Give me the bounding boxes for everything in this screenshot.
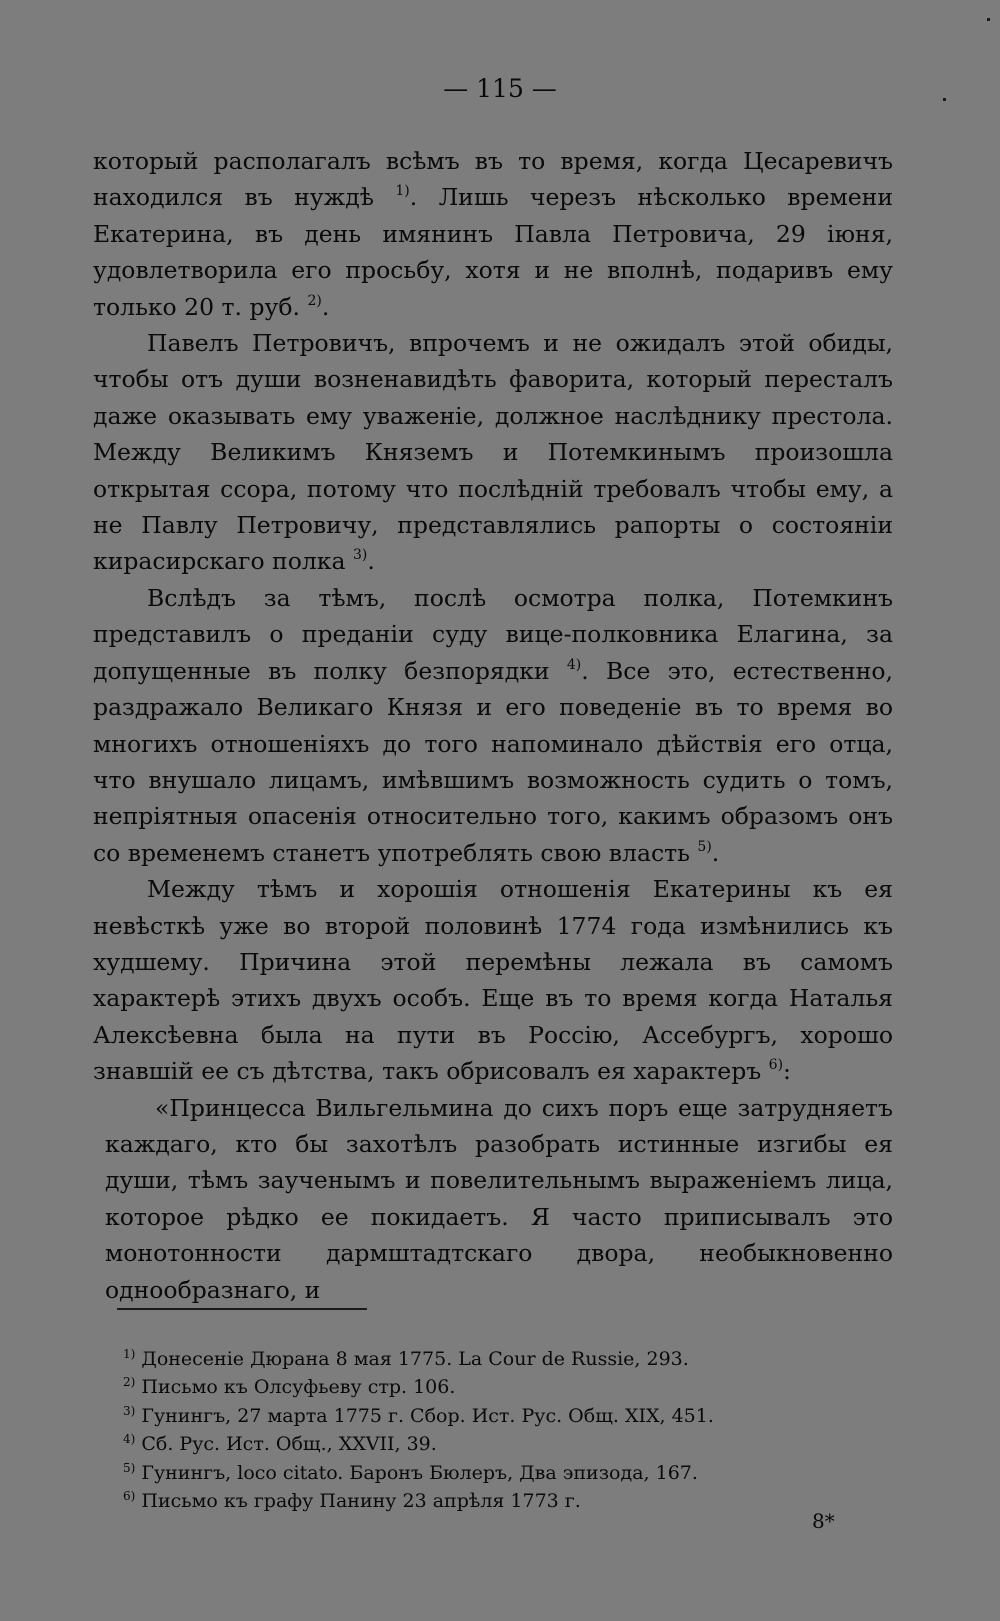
footnote-ref: 3) [352,547,368,564]
footnote-text: Сб. Рус. Ист. Общ., XXVII, 39. [141,1433,437,1456]
text-run: Павелъ Петровичъ, впрочемъ и не ожидалъ этой обиды, чтобы отъ души возненавидѣть фаворита, который пересталъ даже оказывать ему уваженіе, должное наслѣднику престола. Между Великимъ Княземъ и Потемкинымъ произошла открытая ссора, потому что послѣдній требовалъ чтобы ему, а не Павлу Петровичу, представлялись рапорты о состояніи кирасирскаго полка [93,329,893,576]
text-run: . [367,547,375,576]
footnote [123,1345,883,1373]
footnote-ref: 5) [697,838,712,855]
page-number: — 115 — [443,74,557,103]
footnote [123,1459,883,1487]
text-run: . [321,292,330,321]
text-run: «Принцесса Вильгельмина до сихъ поръ еще затрудняетъ каждаго, кто бы захотѣлъ разобрать истинные изгибы ея души, тѣмъ заученымъ и повелительнымъ выраженіемъ лица, которое рѣдко ее покидаетъ. Я часто приписывалъ это монотонности дармштадтскаго двора, необыкновенно однообразнаго, и [105,1093,893,1304]
footnote-mark: 2) [123,1375,136,1390]
text-run: : [783,1057,791,1086]
footnote-mark: 1) [123,1347,136,1361]
footnote [123,1373,883,1401]
signature-mark: 8* [812,1509,835,1533]
footnote-text: Донесеніе Дюрана 8 мая 1775. La Cour de Russie, 293. [141,1348,689,1370]
footnote-ref: 4) [566,656,582,673]
quote-paragraph [93,1090,893,1308]
footnote-mark: 3) [123,1403,136,1418]
footnote [123,1430,883,1458]
footnote-mark: 6) [123,1489,136,1504]
paragraph [93,325,893,580]
paragraph [93,580,893,871]
scan-speck [943,98,946,101]
footnote-text: Письмо къ графу Панину 23 апрѣля 1773 г. [141,1490,581,1513]
footnote-mark: 4) [123,1432,136,1447]
text-run: Вслѣдъ за тѣмъ, послѣ осмотра полка, Потемкинъ представилъ о преданіи суду вице-полковника Елагина, за допущенные въ полку безпорядки [93,583,893,685]
text-run: . Лишь черезъ нѣсколько времени Екатерина, въ день имянинъ Павла Петровича, 29 іюня, удовлетворила его просьбу, хотя и не вполнѣ, подаривъ ему только 20 т. руб. [93,183,893,321]
footnotes [123,1345,883,1515]
footnote-text: Письмо къ Олсуфьеву стр. 106. [141,1376,456,1399]
footnote-mark: 5) [123,1460,136,1475]
footnote [123,1487,883,1515]
scan-speck [987,18,990,21]
footnote-ref: 1) [395,183,410,200]
body-text [93,143,893,1308]
text-run: . [711,838,720,867]
text-run: . Все это, естественно, раздражало Великаго Князя и его поведеніе въ то время во многихъ отношеніяхъ до того напоминало дѣйствія его отца, что внушало лицамъ, имѣвшимъ возможность судить о томъ, непріятныя опасенія относительно того, какимъ образомъ онъ со временемъ станетъ употреблять свою власть [93,656,893,867]
paragraph [93,143,893,325]
footnote-ref: 6) [768,1057,784,1074]
paragraph [93,871,893,1089]
text-run: который располагалъ всѣмъ въ то время, когда Цесаревичъ находился въ нуждѣ [93,147,893,212]
footnote-text: Гунингъ, 27 марта 1775 г. Сбор. Ист. Рус. Общ. XIX, 451. [141,1404,714,1427]
footnote-text: Гунингъ, loco citato. Баронъ Бюлеръ, Два эпизода, 167. [141,1461,698,1484]
footnote-divider [117,1308,367,1310]
footnote-ref: 2) [307,292,322,309]
footnote [123,1402,883,1430]
text-run: Между тѣмъ и хорошія отношенія Екатерины къ ея невѣсткѣ уже во второй половинѣ 1774 года измѣнились къ худшему. Причина этой перемѣны лежала въ самомъ характерѣ этихъ двухъ особъ. Еще въ то время когда Наталья Алексѣевна была на пути въ Россію, Ассебургъ, хорошо знавшій ее съ дѣтства, такъ обрисовалъ ея характеръ [93,875,893,1086]
